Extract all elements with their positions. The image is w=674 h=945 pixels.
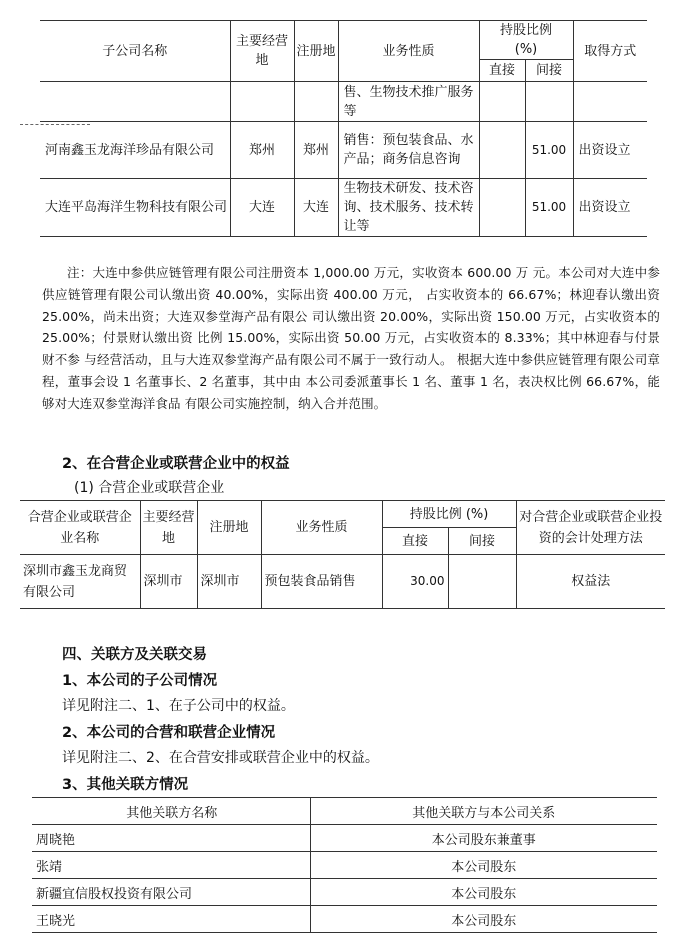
cell-business: 售、生物技术推广服务等 xyxy=(338,82,479,122)
header-holding-label: 持股比例 xyxy=(500,23,553,38)
cell-registered: 大连 xyxy=(294,179,338,237)
header-main-place: 主要经营地 xyxy=(230,21,294,82)
cell-related-name: 新疆宜信股权投资有限公司 xyxy=(32,879,310,906)
cell-related-name: 王晓光 xyxy=(32,906,310,933)
header-accounting-method: 对合营企业或联营企业投资的会计处理方法 xyxy=(516,501,665,555)
table-row xyxy=(32,852,657,879)
table-row xyxy=(32,879,657,906)
cell-direct xyxy=(479,82,525,122)
header-registered-place: 注册地 xyxy=(294,21,338,82)
cell-direct: 30.00 xyxy=(382,555,448,609)
cell-name: 深圳市鑫玉龙商贸有限公司 xyxy=(20,555,140,609)
table-row xyxy=(20,555,665,609)
cell-registered: 深圳市 xyxy=(197,555,261,609)
cell-accounting: 权益法 xyxy=(516,555,665,609)
cell-main-place: 深圳市 xyxy=(140,555,197,609)
cell-direct xyxy=(479,122,525,179)
cell-indirect: 51.00 xyxy=(525,179,573,237)
cell-business: 生物技术研发、技术咨询、技术服务、技术转让等 xyxy=(338,179,479,237)
section-2-heading: 2、在合营企业或联营企业中的权益 xyxy=(62,456,290,472)
header-direct: 直接 xyxy=(382,528,448,555)
header-jv-name: 合营企业或联营企业名称 xyxy=(20,501,140,555)
cell-method: 出资设立 xyxy=(573,179,647,237)
cell-main-place: 大连 xyxy=(230,179,294,237)
subsidiaries-table xyxy=(40,20,647,237)
section-2-subheading: (1) 合营企业或联营企业 xyxy=(74,480,225,496)
cell-relation: 本公司股东 xyxy=(310,906,657,933)
cell-name: 河南鑫玉龙海洋珍品有限公司 xyxy=(40,122,230,179)
cell-related-name: 张靖 xyxy=(32,852,310,879)
header-subsidiary-name: 子公司名称 xyxy=(40,21,230,82)
cell-relation: 本公司股东 xyxy=(310,879,657,906)
table-row xyxy=(40,179,647,237)
header-indirect: 间接 xyxy=(525,60,573,82)
table-row xyxy=(40,122,647,179)
cell-indirect: 51.00 xyxy=(525,122,573,179)
section-4-heading: 四、关联方及关联交易 xyxy=(62,647,207,663)
header-registered-place: 注册地 xyxy=(197,501,261,555)
section-4-1-text: 详见附注二、1、在子公司中的权益。 xyxy=(62,698,295,714)
cell-indirect xyxy=(448,555,516,609)
header-indirect: 间接 xyxy=(448,528,516,555)
header-related-name: 其他关联方名称 xyxy=(32,798,310,825)
cell-relation: 本公司股东 xyxy=(310,852,657,879)
cell-name xyxy=(40,82,230,122)
footnote-separator xyxy=(20,124,90,125)
header-acquisition-method: 取得方式 xyxy=(573,21,647,82)
cell-registered xyxy=(294,82,338,122)
section-4-2-heading: 2、本公司的合营和联营企业情况 xyxy=(62,725,276,741)
cell-registered: 郑州 xyxy=(294,122,338,179)
section-4-3-heading: 3、其他关联方情况 xyxy=(62,777,189,793)
cell-main-place xyxy=(230,82,294,122)
header-business-nature: 业务性质 xyxy=(338,21,479,82)
header-business-nature: 业务性质 xyxy=(261,501,382,555)
related-parties-table xyxy=(32,797,657,933)
jv-table xyxy=(20,500,665,609)
table-row xyxy=(32,906,657,933)
header-holding-ratio xyxy=(479,21,573,60)
section-4-2-text: 详见附注二、2、在合营安排或联营企业中的权益。 xyxy=(62,750,379,766)
table-row xyxy=(40,82,647,122)
header-direct: 直接 xyxy=(479,60,525,82)
cell-business: 预包装食品销售 xyxy=(261,555,382,609)
header-main-place: 主要经营地 xyxy=(140,501,197,555)
cell-indirect xyxy=(525,82,573,122)
header-holding-unit: (%) xyxy=(514,42,538,57)
header-relation: 其他关联方与本公司关系 xyxy=(310,798,657,825)
cell-business: 销售：预包装食品、水产品；商务信息咨询 xyxy=(338,122,479,179)
cell-main-place: 郑州 xyxy=(230,122,294,179)
cell-relation: 本公司股东兼董事 xyxy=(310,825,657,852)
cell-method: 出资设立 xyxy=(573,122,647,179)
cell-method xyxy=(573,82,647,122)
section-4-1-heading: 1、本公司的子公司情况 xyxy=(62,673,218,689)
cell-name: 大连平岛海洋生物科技有限公司 xyxy=(40,179,230,237)
cell-related-name: 周晓艳 xyxy=(32,825,310,852)
header-holding-ratio: 持股比例 (%) xyxy=(382,501,516,528)
cell-direct xyxy=(479,179,525,237)
note-paragraph: 注：大连中参供应链管理有限公司注册资本 1,000.00 万元，实收资本 600.00 万 元。本公司对大连中参供应链管理有限公司认缴出资 40.00%，实际出资 400.00 万元， 占实收资本的 66.67%；林迎春认缴出资 25.00%，尚未出资；大连双参堂海产品有限公 司认缴出资 20.00%，实际出资 150.00 万元，占实收资本的 25.00%；付景财认缴出资 比例 15.00%，实际出资 50.00 万元，占实收资本的 8.33%；其中林迎春与付景财不参 与经营活动，且与大连双参堂海产品有限公司不属于一致行动人。 根据大连中参供应链管理有限公司章程，董事会设 1 名董事长、2 名董事，其中由 本公司委派董事长 1 名、董事 1 名，表决权比例 66.67%，能够对大连双参堂海洋食品 有限公司实施控制，纳入合并范围。 xyxy=(42,265,660,411)
table-row xyxy=(32,825,657,852)
